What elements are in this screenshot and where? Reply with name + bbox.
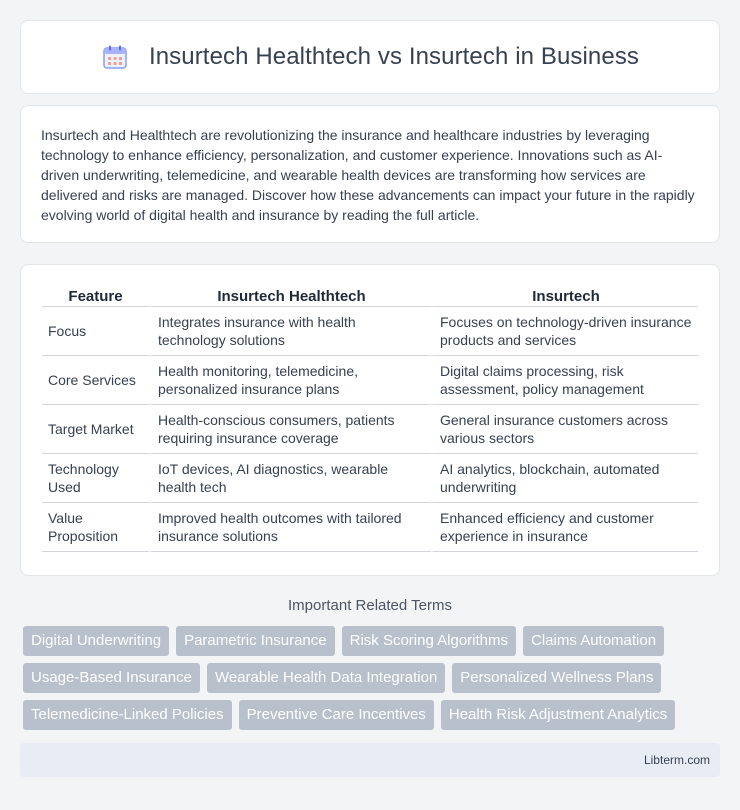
page-title: Insurtech Healthtech vs Insurtech in Business <box>148 43 640 70</box>
term-tag[interactable]: Usage-Based Insurance <box>23 663 200 693</box>
row-healthtech-value: Health-conscious consumers, patients requiring insurance coverage <box>149 405 431 454</box>
row-feature: Target Market <box>42 405 149 454</box>
row-healthtech-value: IoT devices, AI diagnostics, wearable health tech <box>149 454 431 503</box>
row-healthtech-value: Health monitoring, telemedicine, personalized insurance plans <box>149 356 431 405</box>
table-row <box>42 405 698 454</box>
term-tag[interactable]: Preventive Care Incentives <box>239 700 434 730</box>
term-tag[interactable]: Digital Underwriting <box>23 626 169 656</box>
comparison-table <box>42 285 698 552</box>
intro-text: Insurtech and Healthtech are revolutionizing the insurance and healthcare industries by leveraging technology to enhance efficiency, personalization, and customer experience. Innovations such as AI-driven underwriting, telemedicine, and wearable health devices are transforming how services are delivered and risks are managed. Discover how these advancements can impact your future in the rapidly evolving world of digital health and insurance by reading the full article. <box>41 127 695 223</box>
row-healthtech-value: Integrates insurance with health technology solutions <box>149 307 431 356</box>
footer-site-link[interactable]: Libterm.com <box>643 753 710 767</box>
related-terms-heading: Important Related Terms <box>288 597 452 614</box>
related-terms-list <box>20 626 720 730</box>
header-insurtech: Insurtech <box>431 285 698 307</box>
row-feature: Focus <box>42 307 149 356</box>
row-feature: Technology Used <box>42 454 149 503</box>
row-insurtech-value: General insurance customers across various sectors <box>431 405 698 454</box>
term-tag[interactable]: Personalized Wellness Plans <box>452 663 661 693</box>
row-insurtech-value: Digital claims processing, risk assessment, policy management <box>431 356 698 405</box>
comparison-table-card <box>20 264 720 576</box>
term-tag[interactable]: Health Risk Adjustment Analytics <box>441 700 675 730</box>
term-tag[interactable]: Wearable Health Data Integration <box>207 663 445 693</box>
table-header-row <box>42 285 698 307</box>
table-row <box>42 356 698 405</box>
term-tag[interactable]: Parametric Insurance <box>176 626 335 656</box>
row-insurtech-value: Focuses on technology-driven insurance products and services <box>431 307 698 356</box>
row-insurtech-value: AI analytics, blockchain, automated underwriting <box>431 454 698 503</box>
row-feature: Core Services <box>42 356 149 405</box>
header-feature: Feature <box>42 285 149 307</box>
calendar-icon <box>101 43 129 71</box>
footer <box>20 743 720 777</box>
term-tag[interactable]: Telemedicine-Linked Policies <box>23 700 232 730</box>
term-tag[interactable]: Risk Scoring Algorithms <box>342 626 516 656</box>
related-terms-section <box>20 597 720 730</box>
row-insurtech-value: Enhanced efficiency and customer experience in insurance <box>431 503 698 552</box>
table-row <box>42 454 698 503</box>
table-row <box>42 307 698 356</box>
row-healthtech-value: Improved health outcomes with tailored insurance solutions <box>149 503 431 552</box>
term-tag[interactable]: Claims Automation <box>523 626 664 656</box>
title-card <box>20 20 720 94</box>
row-feature: Value Proposition <box>42 503 149 552</box>
header-insurtech-healthtech: Insurtech Healthtech <box>149 285 431 307</box>
table-row <box>42 503 698 552</box>
intro-card <box>20 105 720 243</box>
